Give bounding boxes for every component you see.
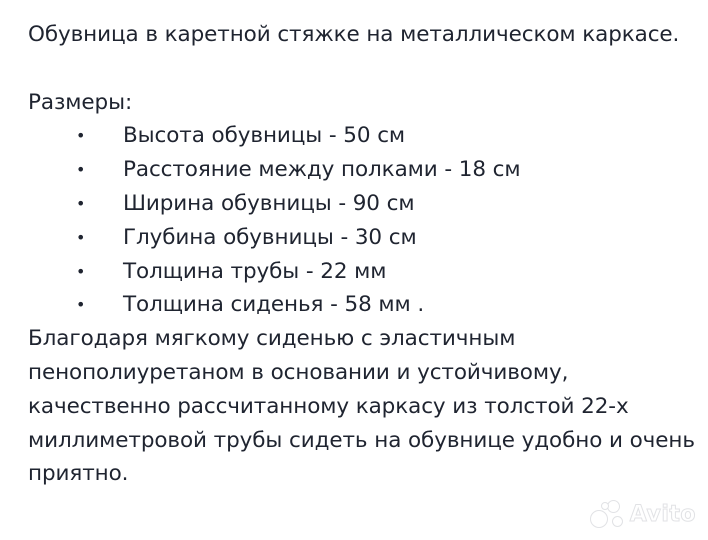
avito-logo-icon — [590, 500, 624, 528]
bullet-icon: • — [76, 193, 86, 213]
list-item — [28, 187, 698, 221]
watermark-text: Avito — [629, 501, 696, 527]
size-height: Высота обувницы - 50 см — [123, 123, 406, 149]
document-body — [28, 18, 698, 491]
intro-text: Обувница в каретной стяжке на металлическом каркасе. — [28, 22, 680, 47]
bullet-icon: • — [76, 261, 86, 281]
size-shelf-spacing: Расстояние между полками - 18 см — [123, 157, 521, 183]
size-pipe-thickness: Толщина трубы - 22 мм — [123, 258, 387, 284]
bullet-icon: • — [76, 160, 86, 180]
list-item — [28, 255, 698, 289]
description-text: Благодаря мягкому сиденью с эластичным пенополиуретаном в основании и устойчивому, качественно рассчитанному каркасу из толстой 22-х миллиметровой трубы сидеть на обувнице удобно и очень приятно. — [28, 326, 695, 487]
paragraph-gap — [28, 52, 698, 86]
sizes-heading: Размеры: — [28, 89, 133, 115]
bullet-icon: • — [76, 227, 86, 247]
list-item — [28, 119, 698, 153]
list-item — [28, 153, 698, 187]
avito-watermark — [590, 500, 696, 528]
size-depth: Глубина обувницы - 30 см — [123, 224, 417, 250]
list-item — [28, 221, 698, 255]
sizes-list — [28, 119, 698, 322]
size-seat-thickness: Толщина сиденья - 58 мм . — [123, 292, 425, 318]
bullet-icon: • — [76, 295, 86, 315]
size-width: Ширина обувницы - 90 см — [123, 190, 415, 216]
bullet-icon: • — [76, 126, 86, 146]
list-item — [28, 288, 698, 322]
